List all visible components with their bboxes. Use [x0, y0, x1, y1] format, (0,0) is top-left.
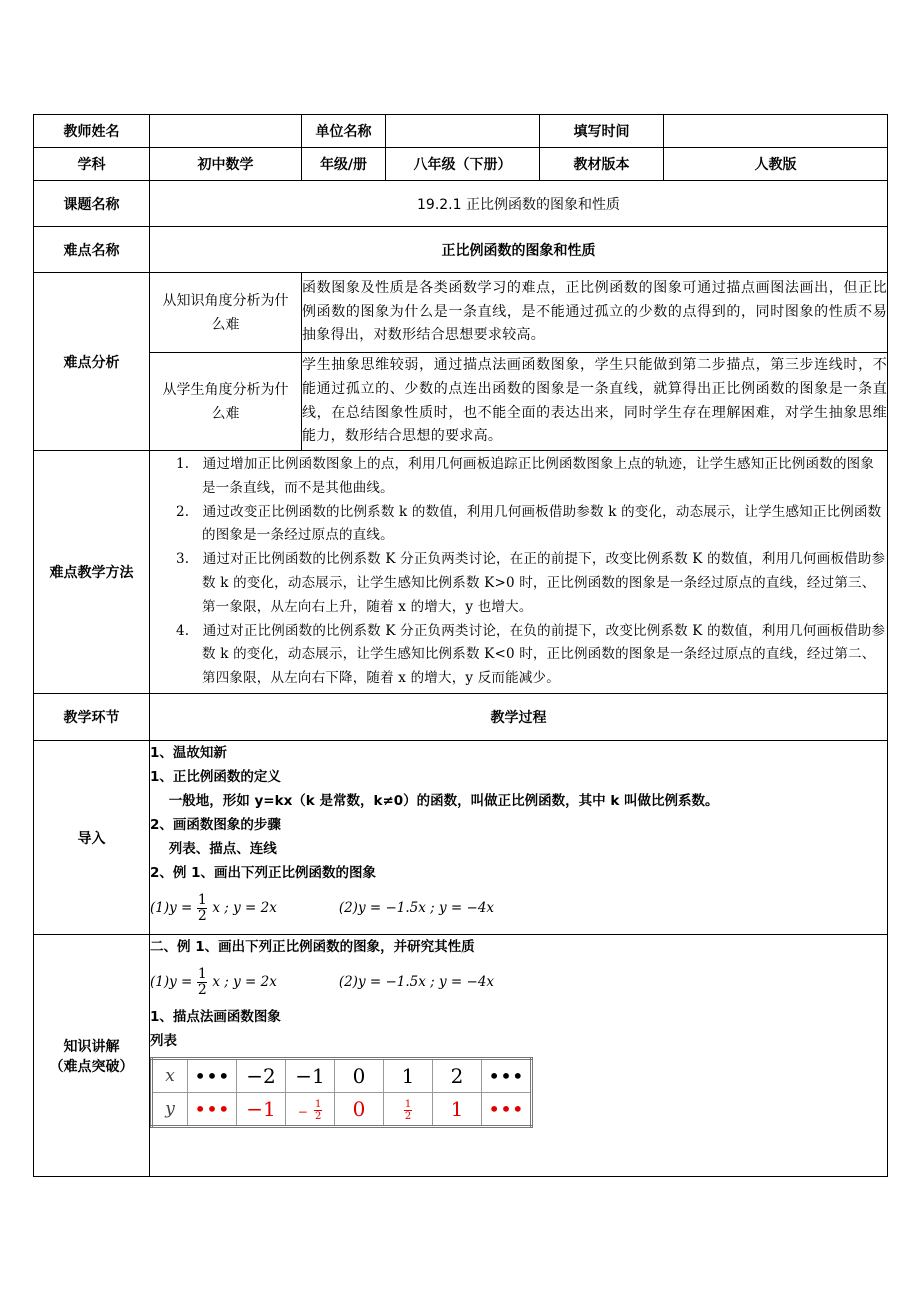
edition-value: 人教版 [664, 148, 888, 181]
y-cell-neg-half: − $\frac{1}{2}$ [286, 1093, 335, 1127]
date-value[interactable] [664, 115, 888, 148]
student-angle-text: 学生抽象思维较弱，通过描点法画函数图象，学生只能做到第二步描点，第三步连线时，不能通过孤立的、少数的点连出函数的图象是一条直线，就算得出正比例函数的图象是一条直线，在总结图象性质时，也不能全面的表达出来，同时学生存在理解困难，对学生抽象思维能力，数形结合思想的要求高。 [302, 353, 888, 451]
process-value: 教学过程 [150, 694, 888, 741]
knowledge-equations [150, 959, 887, 1005]
intro-line: 2、例 1、画出下列正比例函数的图象 [150, 865, 376, 881]
x-label: x [152, 1059, 188, 1093]
method-item: 3. 通过对正比例函数的比例系数 K 分正负两类讨论，在正的前提下，改变比例系数 K 的数值，利用几何画板借助参数 k 的变化，动态展示，让学生感知比例系数 K>0 时，正比例函数的图象是一条经过原点的直线，经过第三、第一象限，从左向右上升，随着 x 的增大，y 也增大。 [176, 551, 886, 615]
y-cell-half: $\frac{1}{2}$ [384, 1093, 433, 1127]
eq1-prefix: (1)y = [150, 974, 193, 990]
method-item: 4. 通过对正比例函数的比例系数 K 分正负两类讨论，在负的前提下，改变比例系数 K 的数值，利用几何画板借助参数 k 的变化，动态展示，让学生感知比例系数 K<0 时，正比例函数的图象是一条经过原点的直线，经过第二、第四象限，从左向右下降，随着 x 的增大，y 反而能减少。 [176, 622, 886, 687]
y-cell: 1 [433, 1093, 482, 1127]
difficulty-value: 正比例函数的图象和性质 [150, 227, 888, 273]
x-cell: −2 [237, 1059, 286, 1093]
x-cell: 2 [433, 1059, 482, 1093]
eq2: (2)y = −1.5x ; y = −4x [338, 900, 495, 916]
y-cell: ••• [188, 1093, 237, 1127]
step-heading: 1、描点法画函数图象 [150, 1009, 281, 1025]
unit-label: 单位名称 [302, 115, 386, 148]
intro-equations [150, 885, 887, 931]
method-item: 1. 通过增加正比例函数图象上的点，利用几何画板追踪正比例函数图象上点的轨迹，让学生感知正比例函数的图象是一条直线，而不是其他曲线。 [176, 456, 875, 496]
x-cell: ••• [482, 1059, 532, 1093]
difficulty-label: 难点名称 [34, 227, 150, 273]
x-cell: ••• [188, 1059, 237, 1093]
intro-line: 1、正比例函数的定义 [150, 769, 281, 785]
y-cell: 0 [335, 1093, 384, 1127]
method-item: 2. 通过改变正比例函数的比例系数 k 的数值，利用几何画板借助参数 k 的变化，动态展示，让学生感知正比例函数的图象是一条经过原点的直线。 [176, 503, 882, 544]
y-label: y [152, 1093, 188, 1127]
knowledge-angle-label: 从知识角度分析为什么难 [150, 273, 302, 353]
intro-line: 2、画函数图象的步骤 [150, 817, 281, 833]
knowledge-angle-text: 函数图象及性质是各类函数学习的难点，正比例函数的图象可通过描点画图法画出，但正比例函数的图象为什么是一条直线，是不能通过孤立的少数的点得到的，同时图象的性质不易抽象得出，对数形结合思想要求较高。 [302, 273, 888, 353]
x-cell: −1 [286, 1059, 335, 1093]
value-table-y-row [152, 1093, 532, 1127]
analysis-label: 难点分析 [34, 273, 150, 451]
method-label: 难点教学方法 [34, 451, 150, 694]
eq1-suffix: x ; y = 2x [212, 900, 277, 916]
step-subheading: 列表 [150, 1033, 177, 1049]
y-cell: −1 [237, 1093, 286, 1127]
half-fraction: $\frac{1}{2}$ [197, 891, 207, 924]
eq1-prefix: (1)y = [150, 900, 193, 916]
knowledge-heading: 二、例 1、画出下列正比例函数的图象，并研究其性质 [150, 939, 475, 955]
x-cell: 0 [335, 1059, 384, 1093]
process-label: 教学环节 [34, 694, 150, 741]
subject-label: 学科 [34, 148, 150, 181]
x-cell: 1 [384, 1059, 433, 1093]
value-table [150, 1057, 533, 1128]
eq1-suffix: x ; y = 2x [212, 974, 277, 990]
lesson-plan-table [33, 114, 888, 1177]
date-label: 填写时间 [540, 115, 664, 148]
knowledge-content [150, 935, 888, 1177]
subject-value: 初中数学 [150, 148, 302, 181]
unit-value[interactable] [386, 115, 540, 148]
value-table-x-row [152, 1059, 532, 1093]
method-list [150, 451, 888, 694]
half-fraction: $\frac{1}{2}$ [197, 965, 207, 998]
lesson-plan-document [33, 114, 887, 1177]
student-angle-label: 从学生角度分析为什么难 [150, 353, 302, 451]
edition-label: 教材版本 [540, 148, 664, 181]
y-cell: ••• [482, 1093, 532, 1127]
grade-value: 八年级（下册） [386, 148, 540, 181]
intro-line: 一般地，形如 y=kx（k 是常数，k≠0）的函数，叫做正比例函数，其中 k 叫做比例系数。 [150, 793, 719, 809]
eq2: (2)y = −1.5x ; y = −4x [338, 974, 495, 990]
intro-label: 导入 [34, 741, 150, 935]
intro-line: 列表、描点、连线 [150, 841, 277, 857]
grade-label: 年级/册 [302, 148, 386, 181]
topic-value: 19.2.1 正比例函数的图象和性质 [150, 181, 888, 227]
intro-content [150, 741, 888, 935]
intro-line: 1、温故知新 [150, 745, 227, 761]
topic-label: 课题名称 [34, 181, 150, 227]
teacher-label: 教师姓名 [34, 115, 150, 148]
teacher-value[interactable] [150, 115, 302, 148]
knowledge-label: 知识讲解 （难点突破） [34, 935, 150, 1177]
